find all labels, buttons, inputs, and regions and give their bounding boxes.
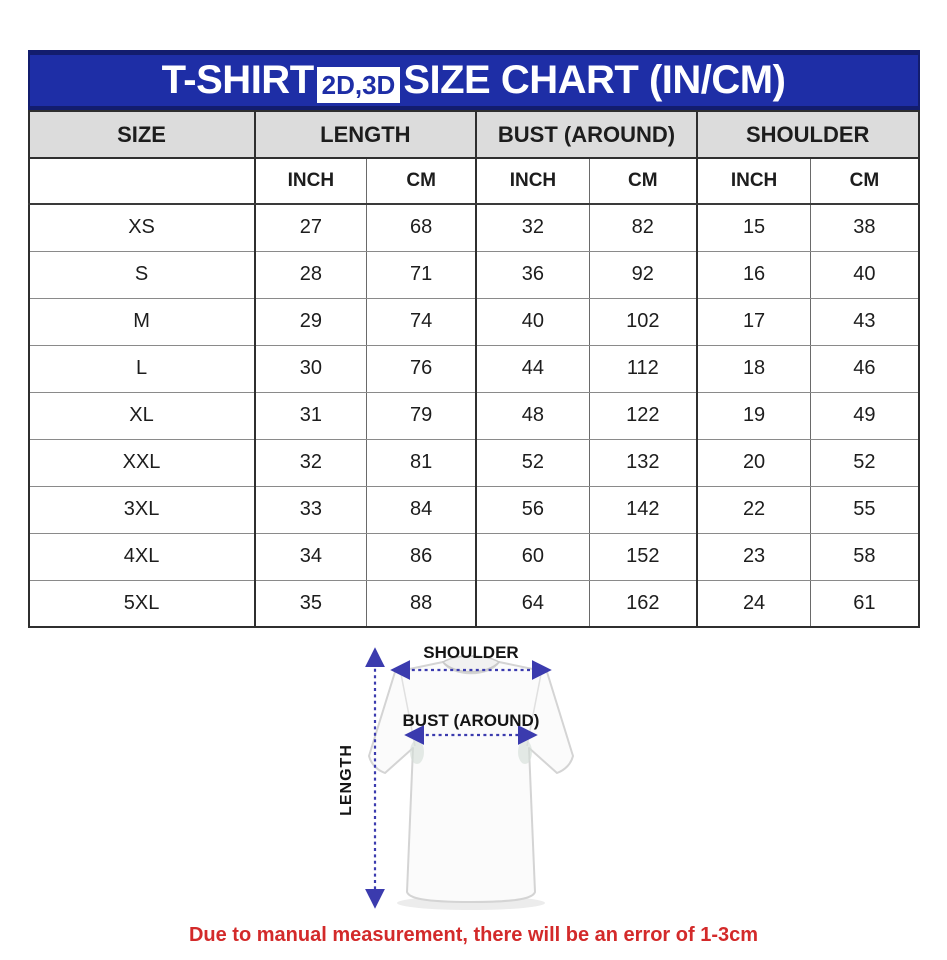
unit-cell: INCH <box>476 158 589 204</box>
title-right: SIZE CHART (IN/CM) <box>403 58 786 102</box>
value-cell: 33 <box>255 486 367 533</box>
value-cell: 32 <box>476 204 589 251</box>
value-cell: 16 <box>697 251 811 298</box>
value-cell: 40 <box>811 251 919 298</box>
value-cell: 88 <box>367 580 476 627</box>
value-cell: 84 <box>367 486 476 533</box>
value-cell: 46 <box>811 345 919 392</box>
value-cell: 68 <box>367 204 476 251</box>
size-cell: 5XL <box>29 580 255 627</box>
measurement-diagram <box>319 640 629 920</box>
unit-cell: INCH <box>255 158 367 204</box>
unit-cell: INCH <box>697 158 811 204</box>
value-cell: 52 <box>811 439 919 486</box>
tshirt-shape <box>369 662 573 902</box>
tshirt-diagram-illustration <box>319 640 629 915</box>
value-cell: 55 <box>811 486 919 533</box>
value-cell: 22 <box>697 486 811 533</box>
title-left: T-SHIRT <box>161 58 314 102</box>
unit-cell-empty <box>29 158 255 204</box>
col-header-shoulder: SHOULDER <box>697 111 919 158</box>
size-cell: XS <box>29 204 255 251</box>
value-cell: 142 <box>589 486 697 533</box>
table-group-header-row <box>29 111 919 158</box>
value-cell: 92 <box>589 251 697 298</box>
value-cell: 48 <box>476 392 589 439</box>
value-cell: 82 <box>589 204 697 251</box>
value-cell: 31 <box>255 392 367 439</box>
table-row <box>29 486 919 533</box>
size-cell: L <box>29 345 255 392</box>
value-cell: 40 <box>476 298 589 345</box>
value-cell: 17 <box>697 298 811 345</box>
value-cell: 74 <box>367 298 476 345</box>
col-header-size: SIZE <box>29 111 255 158</box>
shoulder-label: SHOULDER <box>422 643 519 662</box>
value-cell: 32 <box>255 439 367 486</box>
value-cell: 81 <box>367 439 476 486</box>
size-cell: M <box>29 298 255 345</box>
value-cell: 71 <box>367 251 476 298</box>
size-table <box>28 110 920 628</box>
value-cell: 28 <box>255 251 367 298</box>
table-row <box>29 580 919 627</box>
bust-label: BUST (AROUND) <box>402 711 539 730</box>
value-cell: 43 <box>811 298 919 345</box>
table-row <box>29 298 919 345</box>
value-cell: 102 <box>589 298 697 345</box>
value-cell: 18 <box>697 345 811 392</box>
table-row <box>29 533 919 580</box>
table-row <box>29 204 919 251</box>
value-cell: 36 <box>476 251 589 298</box>
value-cell: 30 <box>255 345 367 392</box>
value-cell: 27 <box>255 204 367 251</box>
size-cell: 4XL <box>29 533 255 580</box>
value-cell: 23 <box>697 533 811 580</box>
left-underarm-shade <box>410 740 424 764</box>
table-row <box>29 345 919 392</box>
value-cell: 86 <box>367 533 476 580</box>
table-row <box>29 251 919 298</box>
value-cell: 35 <box>255 580 367 627</box>
value-cell: 76 <box>367 345 476 392</box>
title-badge-2d3d: 2D,3D <box>317 67 401 103</box>
size-cell: 3XL <box>29 486 255 533</box>
size-cell: XL <box>29 392 255 439</box>
value-cell: 162 <box>589 580 697 627</box>
value-cell: 24 <box>697 580 811 627</box>
right-underarm-shade <box>518 740 532 764</box>
value-cell: 49 <box>811 392 919 439</box>
value-cell: 61 <box>811 580 919 627</box>
value-cell: 38 <box>811 204 919 251</box>
value-cell: 152 <box>589 533 697 580</box>
value-cell: 34 <box>255 533 367 580</box>
table-unit-header-row <box>29 158 919 204</box>
value-cell: 19 <box>697 392 811 439</box>
col-header-bust: BUST (AROUND) <box>476 111 697 158</box>
value-cell: 79 <box>367 392 476 439</box>
value-cell: 56 <box>476 486 589 533</box>
value-cell: 112 <box>589 345 697 392</box>
value-cell: 15 <box>697 204 811 251</box>
size-cell: S <box>29 251 255 298</box>
size-chart-sheet <box>28 0 920 947</box>
value-cell: 64 <box>476 580 589 627</box>
value-cell: 52 <box>476 439 589 486</box>
col-header-length: LENGTH <box>255 111 477 158</box>
value-cell: 60 <box>476 533 589 580</box>
value-cell: 20 <box>697 439 811 486</box>
measurement-error-note: Due to manual measurement, there will be an error of 1-3cm <box>188 924 759 946</box>
value-cell: 132 <box>589 439 697 486</box>
value-cell: 58 <box>811 533 919 580</box>
size-cell: XXL <box>29 439 255 486</box>
length-label: LENGTH <box>337 744 355 816</box>
table-row <box>29 439 919 486</box>
unit-cell: CM <box>367 158 476 204</box>
value-cell: 122 <box>589 392 697 439</box>
table-row <box>29 392 919 439</box>
value-cell: 29 <box>255 298 367 345</box>
chart-title-bar <box>28 50 920 110</box>
unit-cell: CM <box>811 158 919 204</box>
value-cell: 44 <box>476 345 589 392</box>
unit-cell: CM <box>589 158 697 204</box>
